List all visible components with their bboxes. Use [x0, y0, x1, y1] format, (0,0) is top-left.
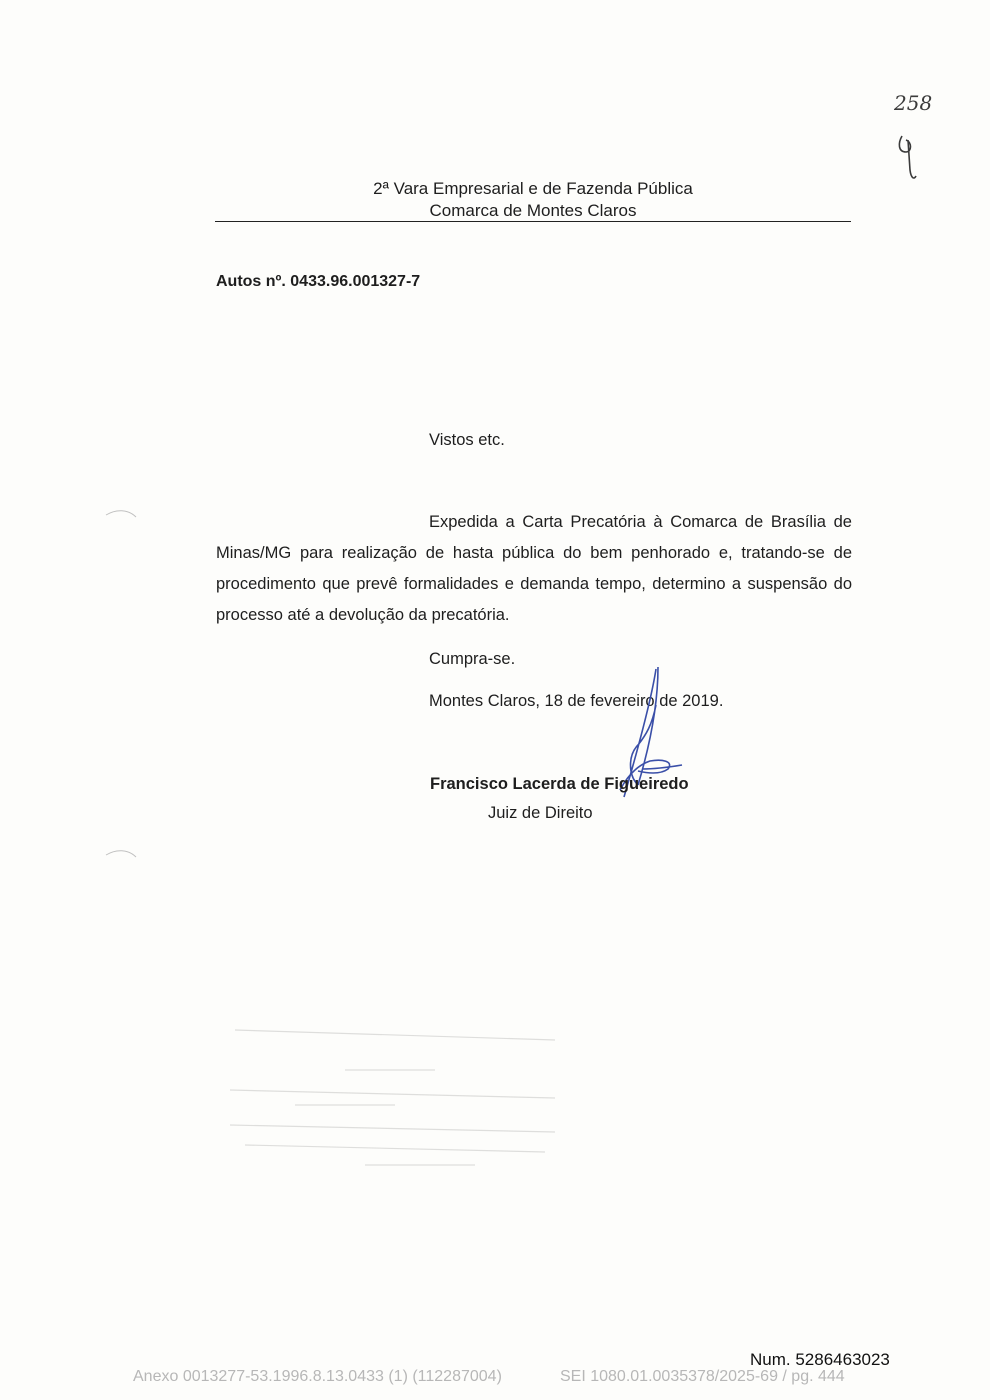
- footer-annex: Anexo 0013277-53.1996.8.13.0433 (1) (112287004): [133, 1368, 502, 1385]
- header-divider: [215, 221, 851, 222]
- document-number: Num. 5286463023: [750, 1350, 890, 1369]
- place-date: Montes Claros, 18 de fevereiro de 2019.: [429, 692, 724, 710]
- paragraph-body: de Minas/MG para realização de hasta pública do bem penhorado e, tratando-se de procedimento que prevê formalidades e demanda tempo, determino a suspensão do processo até a devolução da precatória.: [216, 513, 852, 624]
- case-number: Autos nº. 0433.96.001327-7: [216, 273, 421, 290]
- punch-hole-mark: [104, 505, 144, 535]
- punch-hole-mark: [104, 845, 144, 875]
- judge-name: Francisco Lacerda de Figueiredo: [430, 775, 689, 793]
- court-district: Comarca de Montes Claros: [429, 201, 637, 220]
- opening-line: Vistos etc.: [429, 431, 505, 449]
- closing-line: Cumpra-se.: [429, 650, 516, 668]
- faded-stamp: [225, 1020, 565, 1180]
- folio-number: 258: [894, 91, 933, 115]
- footer-sei: SEI 1080.01.0035378/2025-69 / pg. 444: [560, 1368, 845, 1385]
- court-name: 2ª Vara Empresarial e de Fazenda Pública: [373, 179, 693, 198]
- decision-paragraph: [216, 507, 852, 631]
- paragraph-first-line: Expedida a Carta Precatória à Comarca de Brasília: [429, 513, 826, 531]
- handwritten-folio-mark: [888, 88, 938, 188]
- judge-title: Juiz de Direito: [488, 804, 593, 822]
